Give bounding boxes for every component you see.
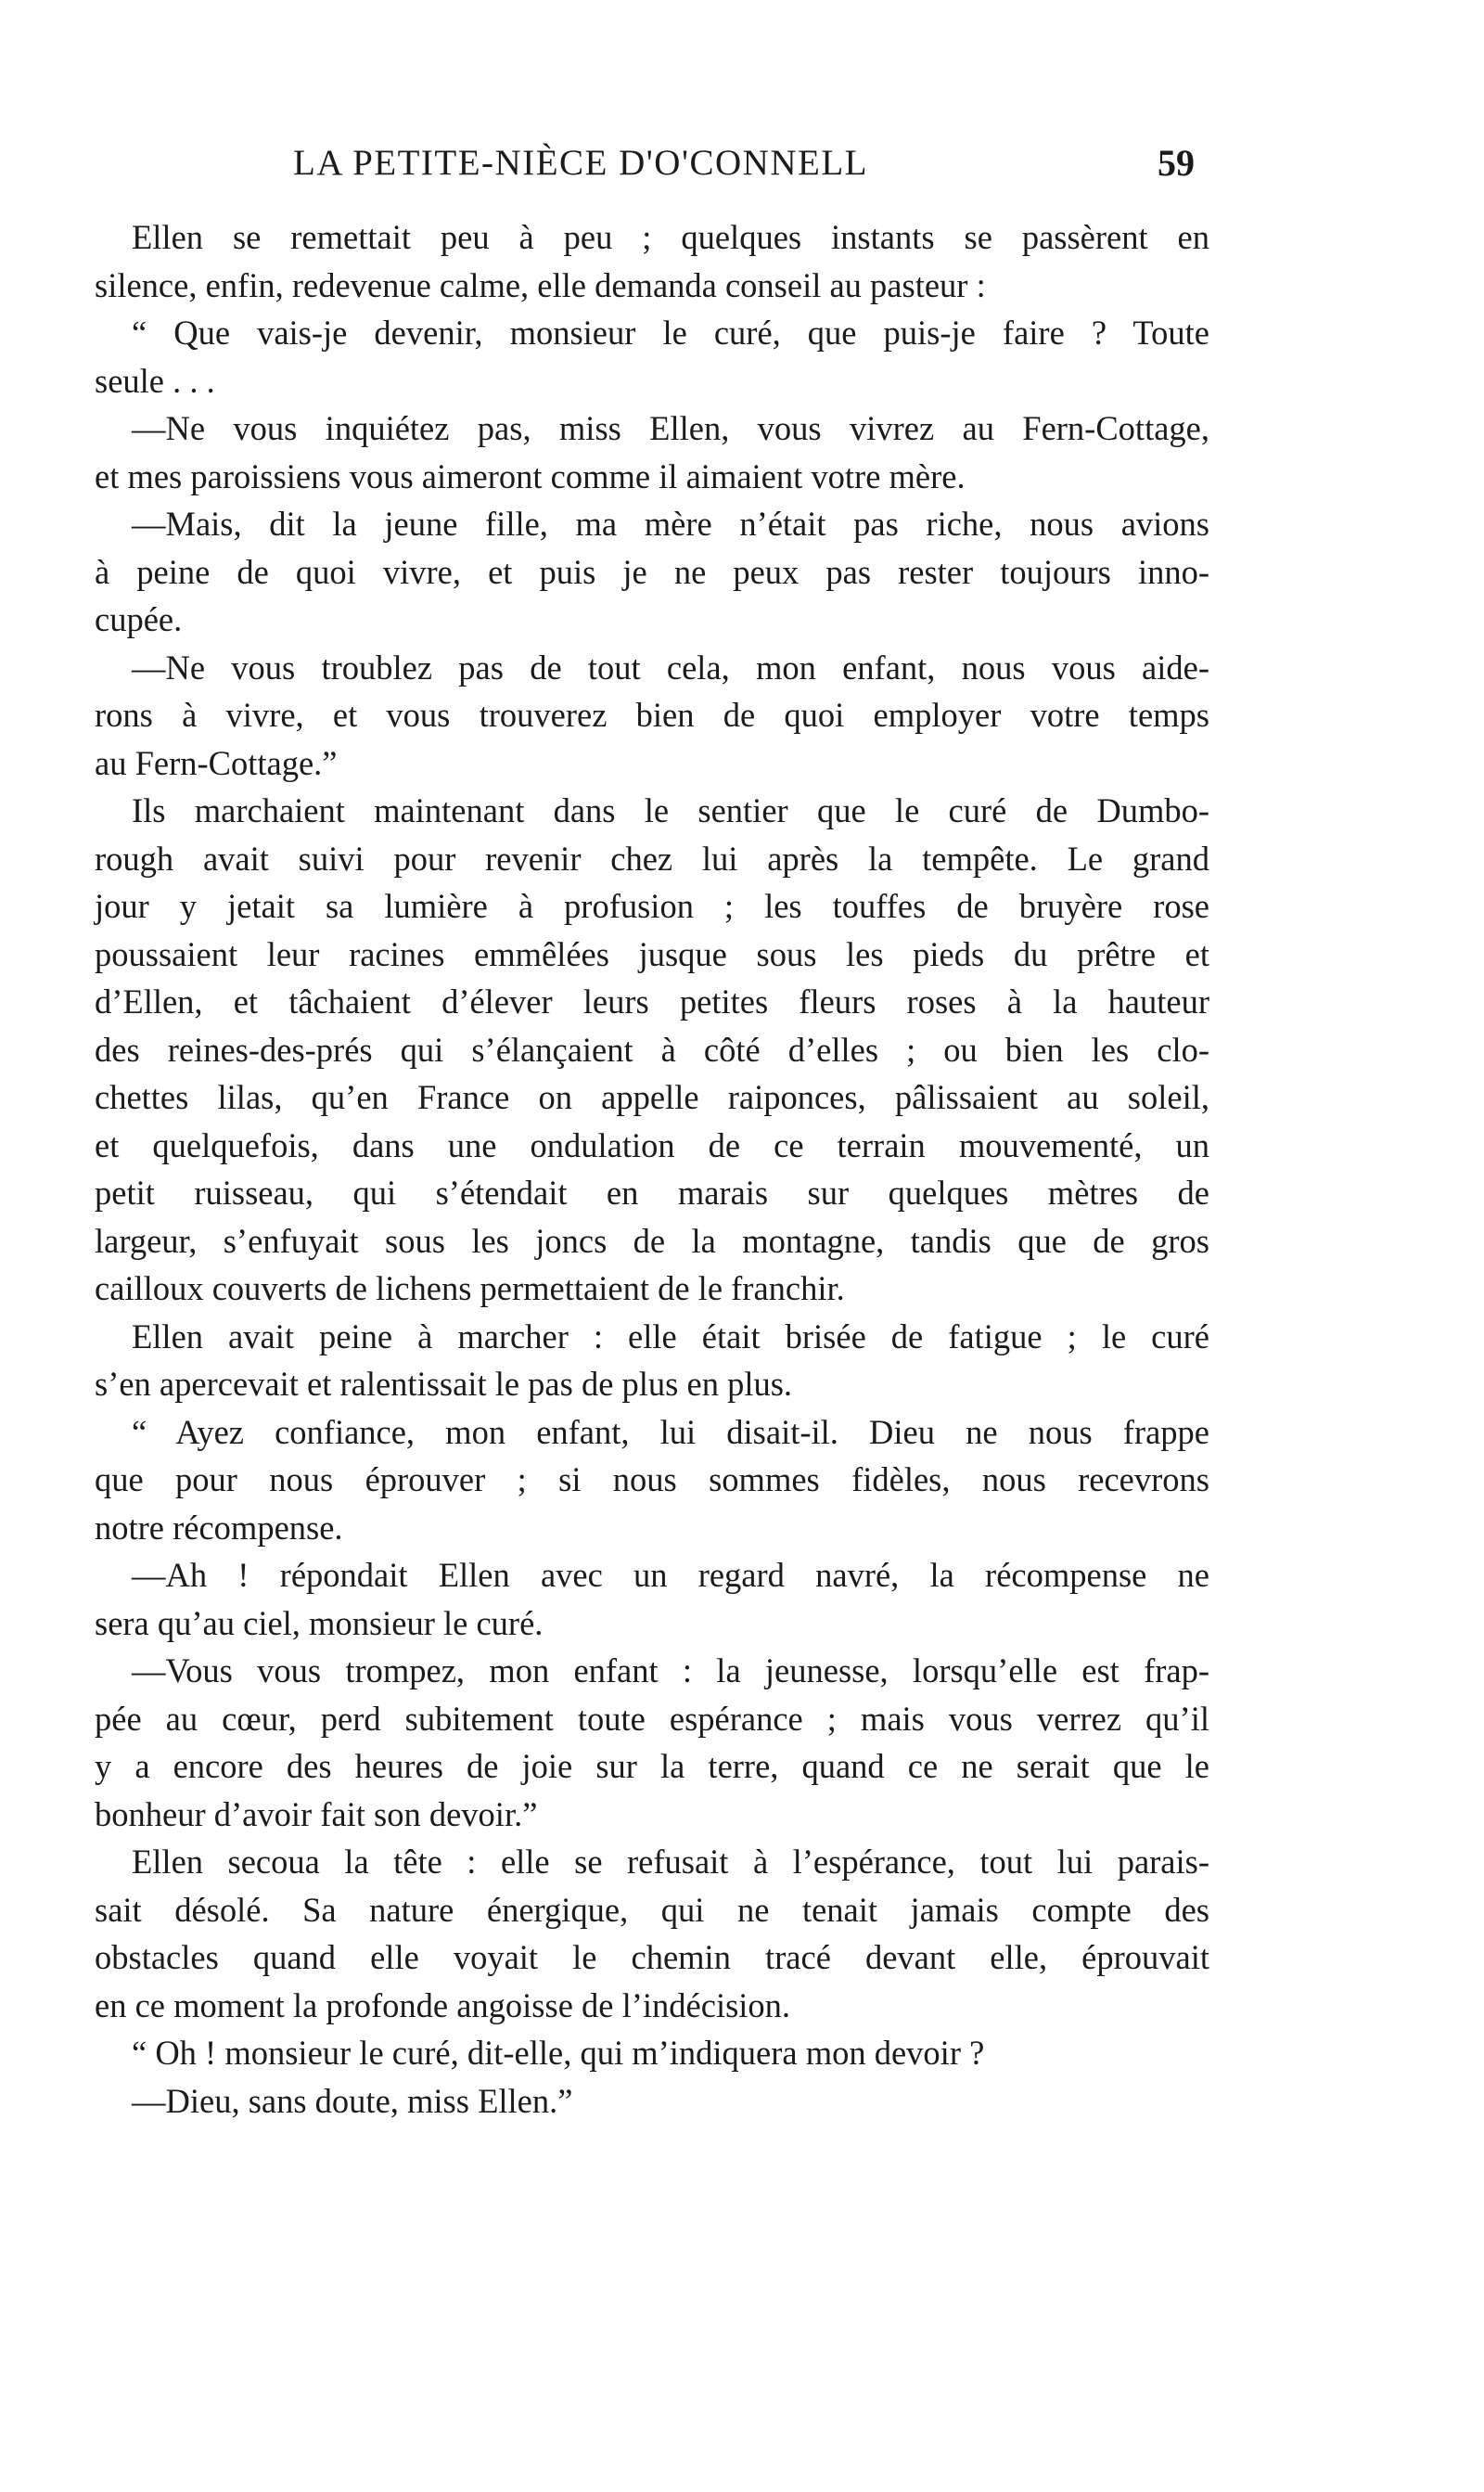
text-line: —Mais, dit la jeune fille, ma mère n’était pas riche, nous avions	[132, 505, 1209, 543]
running-head	[95, 137, 1208, 189]
text-line: Ellen secoua la tête : elle se refusait à l’espérance, tout lui parais-	[132, 1843, 1209, 1881]
text-line: rough avait suivi pour revenir chez lui après la tempête. Le grand	[95, 839, 1209, 878]
text-line: bonheur d’avoir fait son devoir.”	[95, 1794, 538, 1833]
text-line: chettes lilas, qu’en France on appelle raiponces, pâlissaient au soleil,	[95, 1078, 1209, 1116]
text-line: petit ruisseau, qui s’étendait en marais sur quelques mètres de	[95, 1174, 1209, 1212]
text-line: obstacles quand elle voyait le chemin tracé devant elle, éprouvait	[95, 1938, 1209, 1976]
text-line: —Vous vous trompez, mon enfant : la jeunesse, lorsqu’elle est frap-	[132, 1651, 1209, 1689]
text-line: seule . . .	[95, 361, 215, 400]
text-line: —Ne vous inquiétez pas, miss Ellen, vous vivrez au Fern-Cottage,	[132, 409, 1209, 447]
text-line: y a encore des heures de joie sur la terre, quand ce ne serait que le	[95, 1747, 1209, 1785]
text-line: que pour nous éprouver ; si nous sommes fidèles, nous recevrons	[95, 1460, 1209, 1498]
text-line: poussaient leur racines emmêlées jusque sous les pieds du prêtre et	[95, 934, 1209, 973]
text-line: au Fern-Cottage.”	[95, 743, 338, 782]
text-line: à peine de quoi vivre, et puis je ne peux pas rester toujours inno-	[95, 552, 1209, 591]
text-line: silence, enfin, redevenue calme, elle demanda conseil au pasteur :	[95, 265, 986, 304]
text-line: d’Ellen, et tâchaient d’élever leurs petites fleurs roses à la hauteur	[95, 983, 1209, 1021]
text-line: s’en apercevait et ralentissait le pas de plus en plus.	[95, 1365, 793, 1403]
text-line: des reines-des-prés qui s’élançaient à côté d’elles ; ou bien les clo-	[95, 1030, 1209, 1069]
body-text	[95, 213, 1209, 2125]
text-line: —Dieu, sans doute, miss Ellen.”	[132, 2081, 573, 2120]
text-line: sait désolé. Sa nature énergique, qui ne tenait jamais compte des	[95, 1890, 1209, 1929]
text-line: “ Ayez confiance, mon enfant, lui disait-il. Dieu ne nous frappe	[132, 1412, 1209, 1451]
text-line: en ce moment la profonde angoisse de l’indécision.	[95, 1985, 791, 2024]
text-line: et quelquefois, dans une ondulation de ce terrain mouvementé, un	[95, 1125, 1209, 1164]
text-line: et mes paroissiens vous aimeront comme il aimaient votre mère.	[95, 456, 966, 495]
text-line: Ellen se remettait peu à peu ; quelques instants se passèrent en	[132, 218, 1209, 256]
text-line: sera qu’au ciel, monsieur le curé.	[95, 1603, 544, 1642]
text-line: notre récompense.	[95, 1508, 343, 1547]
text-line: cupée.	[95, 600, 183, 638]
text-line: “ Que vais-je devenir, monsieur le curé, que puis-je faire ? Toute	[132, 314, 1209, 352]
text-line: largeur, s’enfuyait sous les joncs de la montagne, tandis que de gros	[95, 1221, 1209, 1260]
text-line: jour y jetait sa lumière à profusion ; les touffes de bruyère rose	[95, 887, 1209, 925]
text-line: “ Oh ! monsieur le curé, dit-elle, qui m’indiquera mon devoir ?	[132, 2034, 985, 2072]
text-line: Ils marchaient maintenant dans le sentier que le curé de Dumbo-	[132, 791, 1209, 829]
text-line: pée au cœur, perd subitement toute espérance ; mais vous verrez qu’il	[95, 1699, 1209, 1738]
text-line: rons à vivre, et vous trouverez bien de quoi employer votre temps	[95, 696, 1209, 734]
text-line: cailloux couverts de lichens permettaient de le franchir.	[95, 1269, 845, 1307]
text-line: —Ne vous troublez pas de tout cela, mon enfant, nous vous aide-	[132, 648, 1209, 687]
text-line: Ellen avait peine à marcher : elle était brisée de fatigue ; le curé	[132, 1317, 1209, 1355]
running-title: LA PETITE-NIÈCE D'O'CONNELL	[293, 143, 868, 183]
text-line: —Ah ! répondait Ellen avec un regard navré, la récompense ne	[132, 1556, 1209, 1594]
page-number: 59	[1158, 142, 1195, 184]
